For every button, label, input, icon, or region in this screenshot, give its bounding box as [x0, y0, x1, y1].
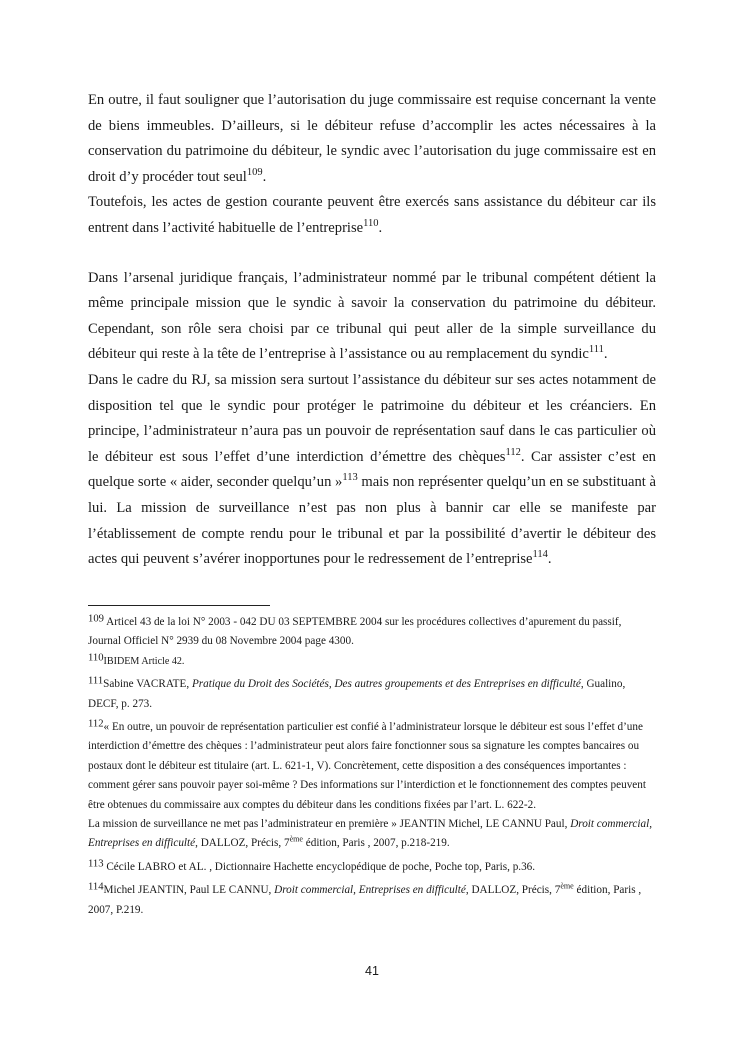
footnote-114-edition-suffix: ème	[560, 881, 574, 891]
footnote-number-110: 110	[88, 652, 104, 664]
footnote-number-109: 109	[88, 613, 104, 625]
paragraph-3	[88, 266, 656, 368]
footnote-112-text: « En outre, un pouvoir de représentation particulier est confié à l’administrateur lorsque le débiteur est sous l’effet d’une interdiction d’émettre des chèques : l’administrateur peut alors faire fonctionner sous sa signature les comptes bancaires ou postaux dont le débiteur est titulaire (art. L. 621-1, V). Concrètement, cette disposition a des conséquences importantes : comment gérer sans pouvoir payer soi-même ? Des informations sur l’interdiction et le fonctionnement des comptes peuvent être obtenues du commissaire aux comptes du débiteur dans les conditions fixées par l’art. L. 622-2.	[88, 721, 646, 811]
footnote-ref-109[interactable]: 109	[246, 167, 263, 178]
paragraph-3-text: Dans l’arsenal juridique français, l’administrateur nommé par le tribunal compétent détient la même principale mission que le syndic à savoir la conservation du patrimoine du débiteur. Cependant, son rôle sera choisi par ce tribunal qui peut aller de la simple surveillance du débiteur qui reste à la tête de l’entreprise à l’assistance ou au remplacement du syndic	[88, 269, 656, 363]
footnote-ref-113[interactable]: 113	[342, 472, 358, 484]
footnote-ref-114[interactable]: 114	[532, 549, 548, 561]
paragraph-4	[88, 368, 656, 573]
footnote-113-text: Cécile LABRO et AL. , Dictionnaire Hachette encyclopédique de poche, Poche top, Paris, p.36.	[103, 860, 536, 873]
footnote-ref-110[interactable]: 110	[363, 218, 379, 230]
footnote-111	[88, 675, 656, 714]
footnotes	[88, 613, 656, 920]
paragraph-4-middle: . Car assister c’est en quelque sorte « aider, seconder quelqu’un »	[88, 448, 656, 491]
paragraph-1-text: En outre, il faut souligner que l’autorisation du juge commissaire est requise concernant la vente de biens immeubles. D’ailleurs, si le débiteur refuse d’accomplir les actes nécessaires à la conservation du patrimoine du débiteur, le syndic avec l’autorisation du juge commissaire est en droit d’y procéder tout seul	[88, 92, 656, 185]
footnote-ref-111[interactable]: 111	[588, 344, 604, 356]
paragraph-1	[88, 88, 656, 190]
footnote-number-111: 111	[88, 675, 104, 687]
footnote-112	[88, 718, 656, 815]
footnote-112-continued-text: La mission de surveillance ne met pas l’administrateur en première » JEANTIN Michel, LE CANNU Paul,	[88, 818, 571, 831]
page-number: 41	[365, 964, 379, 978]
footnote-separator	[88, 605, 270, 606]
footnote-114-title: Droit commercial, Entreprises en difficulté	[274, 884, 466, 897]
paragraph-4-text: Dans le cadre du RJ, sa mission sera surtout l’assistance du débiteur sur ses actes notamment de disposition tel que le syndic pour protéger le patrimoine du débiteur et les créanciers. En principe, l’administrateur n’aura pas un pouvoir de représentation sauf dans le cas particulier où le débiteur est sous l’effet d’une interdiction d’émettre des chèques	[88, 371, 656, 465]
footnote-109	[88, 613, 656, 652]
paragraph-4-tail: mais non représenter quelqu’un en se substituant à lui. La mission de surveillance n’est pas non plus à bannir car elle se manifeste par l’établissement de compte rendu pour le tribunal et par la possibilité d’avertir le débiteur des actes qui peuvent s’avérer inopportunes pour le redressement de l’entreprise	[88, 474, 656, 568]
paragraph-3-end: .	[603, 346, 608, 363]
footnote-114-author: Michel JEANTIN, Paul LE CANNU,	[103, 884, 275, 897]
footnote-112-edition-suffix: ème	[289, 835, 303, 845]
footnote-112-continued	[88, 815, 656, 854]
footnote-number-113: 113	[88, 858, 104, 870]
footnote-114	[88, 881, 656, 920]
footnote-110	[88, 652, 656, 671]
footnote-114-publisher: , DALLOZ, Précis, 7	[465, 884, 561, 897]
main-text	[88, 88, 656, 573]
footnote-114-end: édition, Paris , 2007, P.219.	[88, 884, 642, 916]
paragraph-4-end: .	[547, 551, 552, 568]
footnote-110-text: IBIDEM Article 42.	[103, 655, 185, 667]
footnote-ref-112[interactable]: 112	[505, 446, 521, 458]
footnote-111-title: Pratique du Droit des Sociétés, Des autres groupements et des Entreprises en difficulté	[191, 678, 581, 691]
footnote-112-title: Droit commercial, Entreprises en difficulté	[88, 818, 653, 850]
footnote-112-publisher: , DALLOZ, Précis, 7	[195, 837, 290, 850]
paragraph-2-text: Toutefois, les actes de gestion courante peuvent être exercés sans assistance du débiteur car ils entrent dans l’activité habituelle de l’entreprise	[88, 194, 656, 236]
footnote-number-112: 112	[88, 718, 104, 730]
footnote-113	[88, 858, 656, 877]
footnote-112-end: édition, Paris , 2007, p.218-219.	[302, 837, 450, 850]
footnote-111-author: Sabine VACRATE,	[103, 678, 192, 691]
paragraph-1-end: .	[262, 168, 267, 185]
footnote-111-rest: , Gualino, DECF, p. 273.	[88, 678, 626, 710]
footnote-number-114: 114	[88, 881, 104, 893]
paragraph-2-end: .	[378, 219, 383, 236]
footnote-109-text: Articel 43 de la loi N° 2003 - 042 DU 03 SEPTEMBRE 2004 sur les procédures collectives d’apurement du passif, Journal Officiel N° 2939 du 08 Novembre 2004 page 4300.	[88, 616, 622, 648]
paragraph-2	[88, 190, 656, 241]
